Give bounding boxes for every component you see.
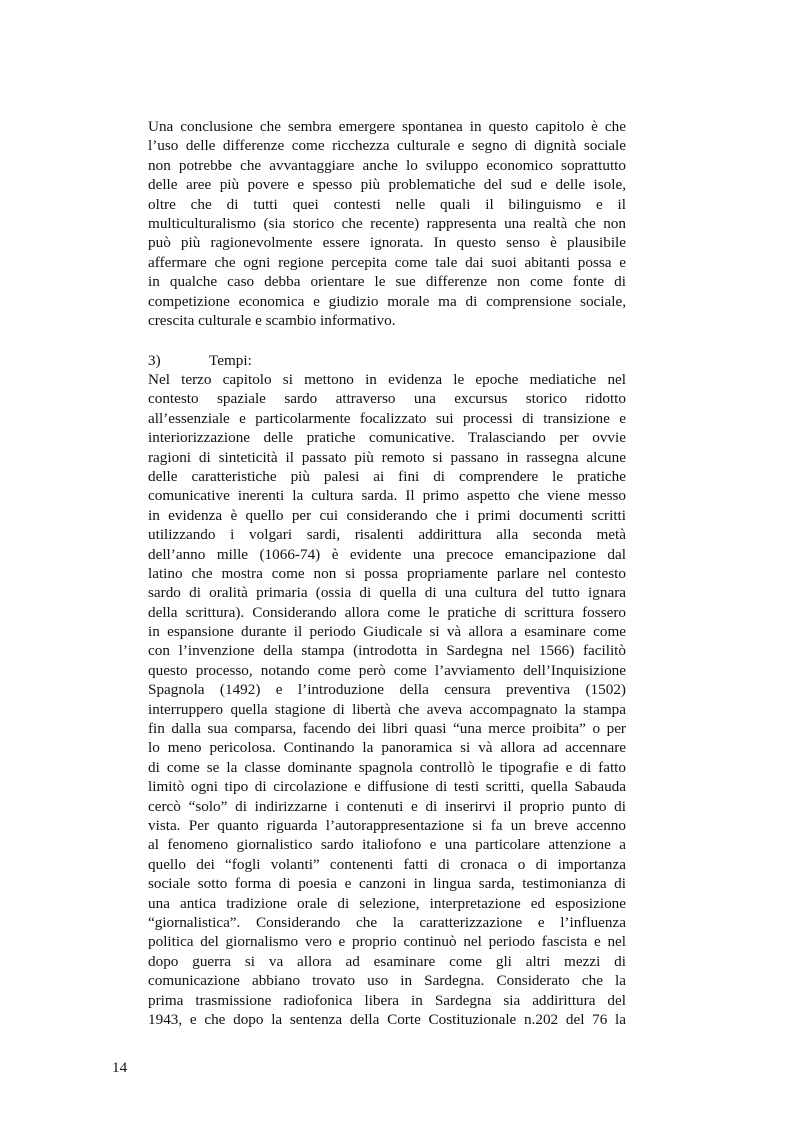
text-line: prima trasmissione radiofonica libera in Sardegna sia addirittura del [148,991,626,1009]
text-line: ragioni di sinteticità il passato più remoto si passano in rassegna alcune [148,448,626,466]
text-line: all’essenziale e particolarmente focalizzato sui processi di transizione e [148,409,626,427]
text-line: in espansione durante il periodo Giudicale si và allora a esaminare come [148,623,626,641]
text-line: cercò “solo” di indirizzarne i contenuti e di inserirvi il proprio punto di [148,797,626,815]
text-line: affermare che ogni regione percepita come tale dai suoi abitanti possa e [148,253,626,271]
page-number: 14 [112,1059,128,1076]
text-line: politica del giornalismo vero e proprio continuò nel periodo fascista e nel [148,933,626,951]
text-line: con l’invenzione della stampa (introdotta in Sardegna nel 1566) facilitò [148,642,626,660]
text-line: oltre che di tutti quei contesti nelle quali il bilinguismo e il [148,195,626,213]
text-line: può più ragionevolmente essere ignorata. In questo senso è plausibile [148,234,626,252]
text-line: latino che mostra come non si possa propriamente parlare nel contesto [148,564,626,582]
paragraph-conclusion [148,117,626,330]
text-line: delle caratteristiche più palesi ai fini di comprendere le pratiche [148,467,626,485]
paragraph-tempi [148,370,626,1029]
text-line: dell’anno mille (1066-74) è evidente una precoce emancipazione dal [148,545,626,563]
text-line: dopo guerra si va allora ad esaminare come gli altri mezzi di [148,952,626,970]
section-title: Tempi: [209,352,252,369]
text-line: competizione economica e giudizio morale ma di comprensione sociale, [148,292,626,310]
text-line: utilizzando i volgari sardi, risalenti addirittura alla seconda metà [148,526,626,544]
text-line: in qualche caso debba orientare le sue differenze non come fonte di [148,273,626,291]
text-line: della scrittura). Considerando allora come le pratiche di scrittura fossero [148,603,626,621]
text-line: limitò ogni tipo di circolazione e diffusione di testi scritti, quella Sabauda [148,778,626,796]
text-line: questo processo, notando come però come l’avviamento dell’Inquisizione [148,661,626,679]
text-line: contesto spaziale sardo attraverso una excursus storico ridotto [148,390,626,408]
text-line: Una conclusione che sembra emergere spontanea in questo capitolo è che [148,118,626,135]
text-line: interruppero quella stagione di libertà che aveva accompagnato la stampa [148,700,626,718]
text-line: interiorizzazione delle pratiche comunicative. Tralasciando per ovvie [148,429,626,447]
text-line: Spagnola (1492) e l’introduzione della censura preventiva (1502) [148,681,626,699]
section-number: 3) [148,352,161,369]
text-line: comunicazione abbiano trovato uso in Sardegna. Considerato che la [148,972,626,990]
text-line: fin dalla sua comparsa, facendo dei libri quasi “una merce proibita” o per [148,720,626,738]
text-line: lo meno pericolosa. Continando la panoramica si và allora ad accennare [148,739,626,757]
text-line: delle aree più povere e spesso più problematiche del sud e delle isole, [148,176,626,194]
text-line: Nel terzo capitolo si mettono in evidenza le epoche mediatiche nel [148,371,626,388]
text-line: crescita culturale e scambio informativo. [148,311,396,329]
section-heading [148,351,626,370]
text-line: multiculturalismo (sia storico che recente) rappresenta una realtà che non [148,214,626,232]
text-line: “giornalistica”. Considerando che la caratterizzazione e l’influenza [148,913,626,931]
text-line: di come se la classe dominante spagnola controllò le tipografie e di fatto [148,758,626,776]
text-line: quello dei “fogli volanti” contenenti fatti di cronaca o di importanza [148,855,626,873]
text-line: sociale sotto forma di poesia e canzoni in lingua sarda, testimonianza di [148,875,626,893]
text-line: in evidenza è quello per cui considerando che i primi documenti scritti [148,506,626,524]
text-line: vista. Per quanto riguarda l’autorappresentazione si fa un breve accenno [148,816,626,834]
text-line: sardo di oralità primaria (ossia di quella di una cultura del tutto ignara [148,584,626,602]
text-line: non potrebbe che avvantaggiare anche lo sviluppo economico soprattutto [148,156,626,174]
text-line: comunicative inerenti la cultura sarda. Il primo aspetto che viene messo [148,487,626,505]
text-line: al fenomeno giornalistico sardo italiofono e una particolare attenzione a [148,836,626,854]
text-line: una antica tradizione orale di selezione, interpretazione ed esposizione [148,894,626,912]
text-line: l’uso delle differenze come ricchezza culturale e segno di dignità sociale [148,137,626,155]
text-line: 1943, e che dopo la sentenza della Corte Costituzionale n.202 del 76 la [148,1010,626,1028]
